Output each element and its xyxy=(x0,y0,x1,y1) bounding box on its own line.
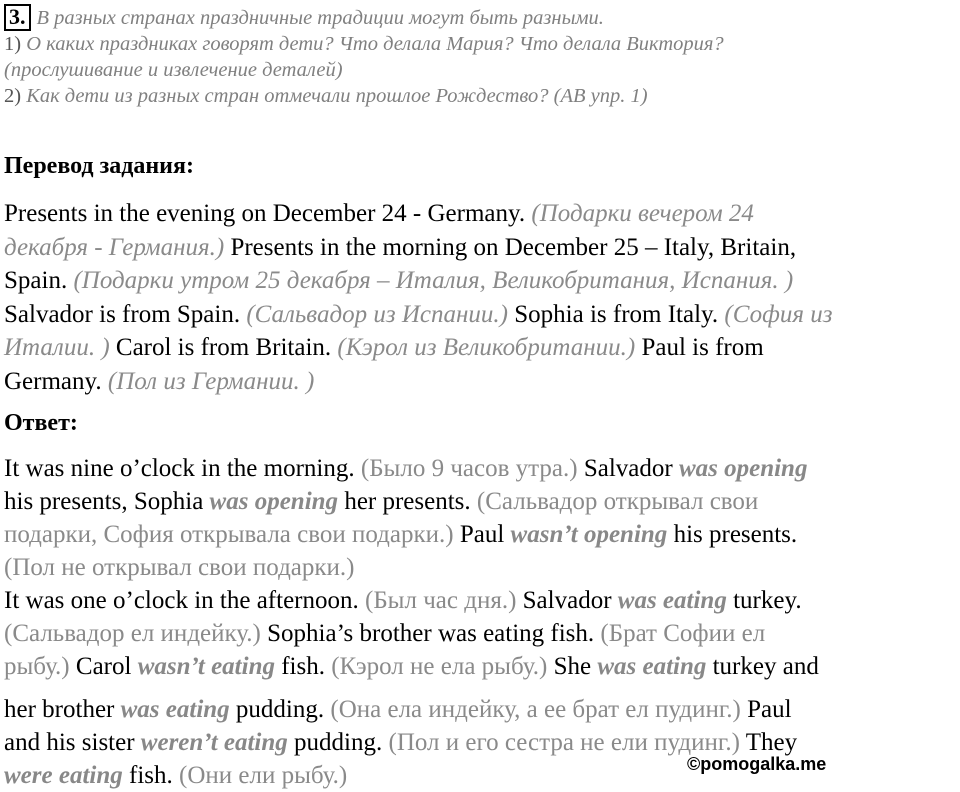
text-segment: Presents in the morning on December 25 – Italy, Britain, xyxy=(224,233,797,261)
text-segment: It was one o’clock in the afternoon. xyxy=(4,587,365,614)
translation-segment: (Подарки утром 25 декабря – Италия, Великобритания, Испания. ) xyxy=(73,267,794,294)
task-number: 3. xyxy=(4,4,31,31)
text-line xyxy=(4,298,960,332)
text-line xyxy=(4,551,960,584)
translation-segment: (Сальвадор открывал свои xyxy=(476,488,759,515)
translation-segment: (Кэрол из Великобритании.) xyxy=(337,334,636,361)
translation-segment: (Брат Софии ел xyxy=(600,620,766,647)
text-segment: pudding. xyxy=(287,729,389,756)
answer-text-continued xyxy=(4,693,960,792)
text-segment: fish. xyxy=(122,762,179,789)
verb-form: was eating xyxy=(617,587,727,614)
verb-form: wasn’t opening xyxy=(510,521,668,548)
translation-segment: рыбу.) xyxy=(4,653,70,680)
text-segment: Carol xyxy=(69,653,138,680)
text-segment: Spain. xyxy=(4,267,74,294)
text-segment: Presents in the evening on December 24 - Germany. xyxy=(4,200,532,227)
text-line xyxy=(4,231,960,265)
translation-segment: (Кэрол не ела рыбу.) xyxy=(331,653,548,680)
text-segment: his presents, Sophia xyxy=(4,488,210,515)
task-question-1 xyxy=(4,31,954,57)
verb-form: was opening xyxy=(678,455,808,482)
translation-segment: (Подарки вечером 24 xyxy=(531,200,754,227)
text-segment: turkey and xyxy=(706,653,819,680)
text-line xyxy=(4,693,960,726)
verb-form: was eating xyxy=(120,696,230,723)
text-segment: fish. xyxy=(274,653,332,680)
translation-segment: (Они ели рыбу.) xyxy=(179,762,348,789)
text-segment: Paul is from xyxy=(635,334,764,361)
text-segment: They xyxy=(739,729,798,756)
text-line xyxy=(4,485,960,518)
text-segment: Sophia’s brother was eating fish. xyxy=(260,620,601,647)
text-line xyxy=(4,650,960,683)
verb-form: was opening xyxy=(209,488,339,515)
task-statement xyxy=(4,4,954,109)
text-segment: and his sister xyxy=(4,729,141,756)
translation-segment: декабря - Германия.) xyxy=(4,233,225,261)
watermark: ©pomogalka.me xyxy=(687,754,827,774)
translation-segment: (Было 9 часов утра.) xyxy=(360,455,578,482)
text-line xyxy=(4,518,960,551)
task-question-1-note: (прослушивание и извлечение деталей) xyxy=(4,59,343,81)
verb-form: were eating xyxy=(4,762,123,789)
question-1-number: 1) xyxy=(4,33,22,55)
text-segment: her presents. xyxy=(338,488,477,515)
translation-segment: (Пол и его сестра не ели пудинг.) xyxy=(388,729,740,756)
text-line xyxy=(4,452,960,485)
translation-segment: (Она ела индейку, а ее брат ел пудинг.) xyxy=(330,696,741,723)
translation-segment: (Пол из Германии. ) xyxy=(107,367,315,395)
text-line xyxy=(4,584,960,617)
answer-heading: Ответ: xyxy=(4,410,78,436)
translation-segment: (Сальвадор ел индейку.) xyxy=(4,620,261,647)
text-segment: Sophia is from Italy. xyxy=(508,300,725,328)
question-1-text: О каких праздниках говорят дети? Что делала Мария? Что делала Виктория? xyxy=(26,33,724,55)
text-segment: She xyxy=(547,653,598,680)
text-segment: his presents. xyxy=(667,521,798,548)
translation-text xyxy=(4,197,960,398)
text-segment: Paul xyxy=(740,696,792,723)
translation-segment: подарки, София открывала свои подарки.) xyxy=(4,521,454,548)
translation-segment: (Пол не открывал свои подарки.) xyxy=(4,554,355,581)
text-line xyxy=(4,264,960,298)
text-line xyxy=(4,197,960,231)
translation-heading: Перевод задания: xyxy=(4,153,194,179)
text-segment: It was nine o’clock in the morning. xyxy=(4,455,361,482)
text-segment: Salvador xyxy=(577,455,679,482)
text-line xyxy=(4,617,960,650)
translation-segment: Италии. ) xyxy=(4,334,110,361)
text-segment: Salvador xyxy=(516,587,618,614)
text-line xyxy=(4,331,960,365)
text-line xyxy=(4,365,960,399)
verb-form: was eating xyxy=(597,653,707,680)
answer-text xyxy=(4,452,960,683)
translation-segment: (София из xyxy=(724,300,833,328)
translation-segment: (Был час дня.) xyxy=(365,587,517,614)
translation-segment: (Сальвадор из Испании.) xyxy=(246,300,509,328)
text-segment: Paul xyxy=(453,521,511,548)
question-2-number: 2) xyxy=(4,85,22,107)
text-segment: Carol is from Britain. xyxy=(109,334,338,361)
task-intro-line xyxy=(4,4,954,31)
verb-form: wasn’t eating xyxy=(137,653,275,680)
task-question-2 xyxy=(4,83,954,109)
verb-form: weren’t eating xyxy=(140,729,288,756)
text-segment: Germany. xyxy=(4,367,108,395)
text-segment: pudding. xyxy=(229,696,331,723)
text-segment: her brother xyxy=(4,696,121,723)
text-segment: Salvador is from Spain. xyxy=(4,300,247,328)
task-intro: В разных странах праздничные традиции могут быть разными. xyxy=(36,7,604,29)
text-segment: turkey. xyxy=(726,587,802,614)
question-2-text: Как дети из разных стран отмечали прошлое Рождество? (AB упр. 1) xyxy=(26,85,648,107)
